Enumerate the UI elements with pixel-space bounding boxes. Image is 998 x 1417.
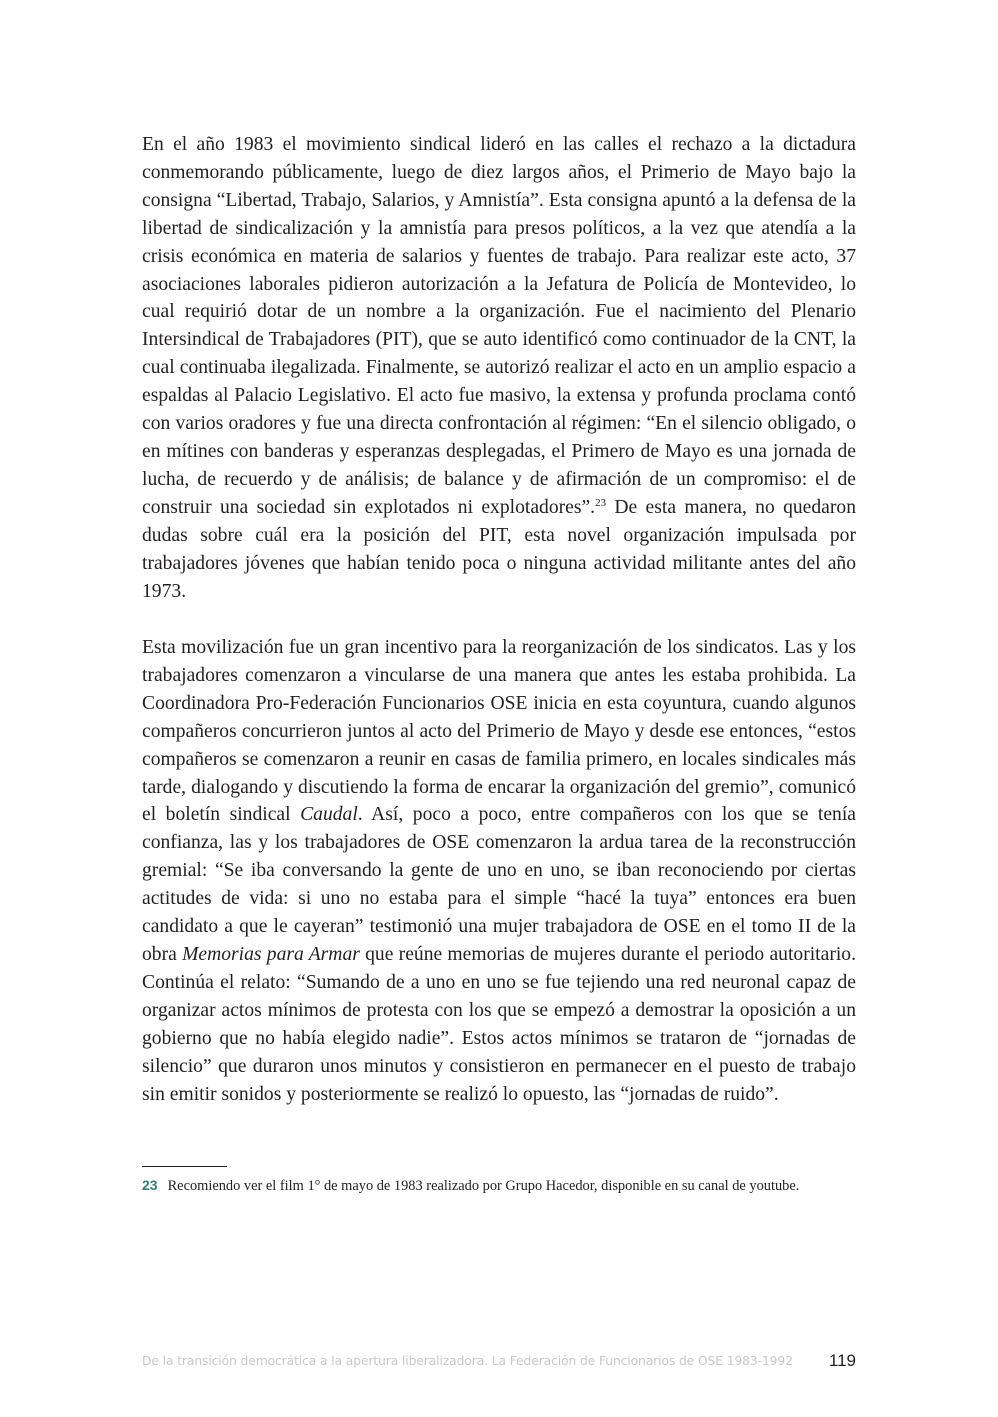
italic-title-caudal: Caudal (300, 804, 358, 826)
paragraph-text: . Así, poco a poco, entre compañeros con los que se tenía confianza, las y los trabajadores de OSE comenzaron la ardua tarea de la reconstrucción gremial: “Se iba conversando la gente de uno en uno, se iban reconociendo por ciertas actitudes de vida: si uno no estaba para el simple “hacé la tuya” entonces era buen candidato a que le cayeran” testimonió una mujer trabajadora de OSE en el tomo II de la obra (142, 804, 856, 965)
footnote-number: 23 (142, 1177, 158, 1193)
body-paragraph-1 (142, 131, 856, 605)
page-number: 119 (828, 1351, 856, 1370)
footnote (142, 1175, 872, 1196)
paragraph-text: que reúne memorias de mujeres durante el periodo autoritario. Continúa el relato: “Sumando de a uno en uno se fue tejiendo una red neuronal capaz de organizar actos mínimos de protesta con los que se empezó a demostrar la oposición a un gobierno que no había elegido nadie”. Estos actos mínimos se trataron de “jornadas de silencio” que duraron unos minutos y consistieron en permanecer en el puesto de trabajo sin emitir sonidos y posteriormente se realizó lo opuesto, las “jornadas de ruido”. (142, 943, 856, 1105)
footnote-reference[interactable]: 23 (595, 496, 607, 509)
italic-title-memorias: Memorias para Armar (182, 943, 360, 965)
body-paragraph-2 (142, 634, 856, 1108)
paragraph-text: Esta movilización fue un gran incentivo para la reorganización de los sindicatos. Las y los trabajadores comenzaron a vincularse de una manera que antes les estaba prohibida. La Coordinadora Pro-Federación Funcionarios OSE inicia en esta coyuntura, cuando algunos compañeros concurrieron juntos al acto del Primerio de Mayo y desde ese entonces, “estos compañeros se comenzaron a reunir en casas de familia primero, en locales sindicales más tarde, dialogando y discutiendo la forma de encarar la organización del gremio”, comunicó el boletín sindical (142, 637, 856, 826)
paragraph-text: En el año 1983 el movimiento sindical lideró en las calles el rechazo a la dictadura conmemorando públicamente, luego de diez largos años, el Primerio de Mayo bajo la consigna “Libertad, Trabajo, Salarios, y Amnistía”. Esta consigna apuntó a la defensa de la libertad de sindicalización y la amnistía para presos políticos, a la vez que atendía a la crisis económica en materia de salarios y fuentes de trabajo. Para realizar este acto, 37 asociaciones laborales pidieron autorización a la Jefatura de Policía de Montevideo, lo cual requirió dotar de un nombre a la organización. Fue el nacimiento del Plenario Intersindical de Trabajadores (PIT), que se auto identificó como continuador de la CNT, la cual continuaba ilegalizada. Finalmente, se autorizó realizar el acto en un amplio espacio a espaldas al Palacio Legislativo. El acto fue masivo, la extensa y profunda proclama contó con varios oradores y fue una directa confrontación al régimen: “En el silencio obligado, o en mítines con banderas y esperanzas desplegadas, el Primero de Mayo es una jornada de lucha, de recuerdo y de análisis; de balance y de afirmación de un compromiso: el de construir una sociedad sin explotados ni explotadores”. (142, 134, 856, 518)
footnote-divider (142, 1166, 227, 1167)
paragraph-text: De esta manera, no quedaron dudas sobre cuál era la posición del PIT, esta novel organización impulsada por trabajadores jóvenes que habían tenido poca o ninguna actividad militante antes del año 1973. (142, 496, 856, 602)
running-footer-title: De la transición democrática a la apertura liberalizadora. La Federación de Funcionarios de OSE 1983-1992 (142, 1354, 793, 1368)
footnote-text: Recomiendo ver el film 1° de mayo de 1983 realizado por Grupo Hacedor, disponible en su canal de youtube. (167, 1178, 800, 1194)
